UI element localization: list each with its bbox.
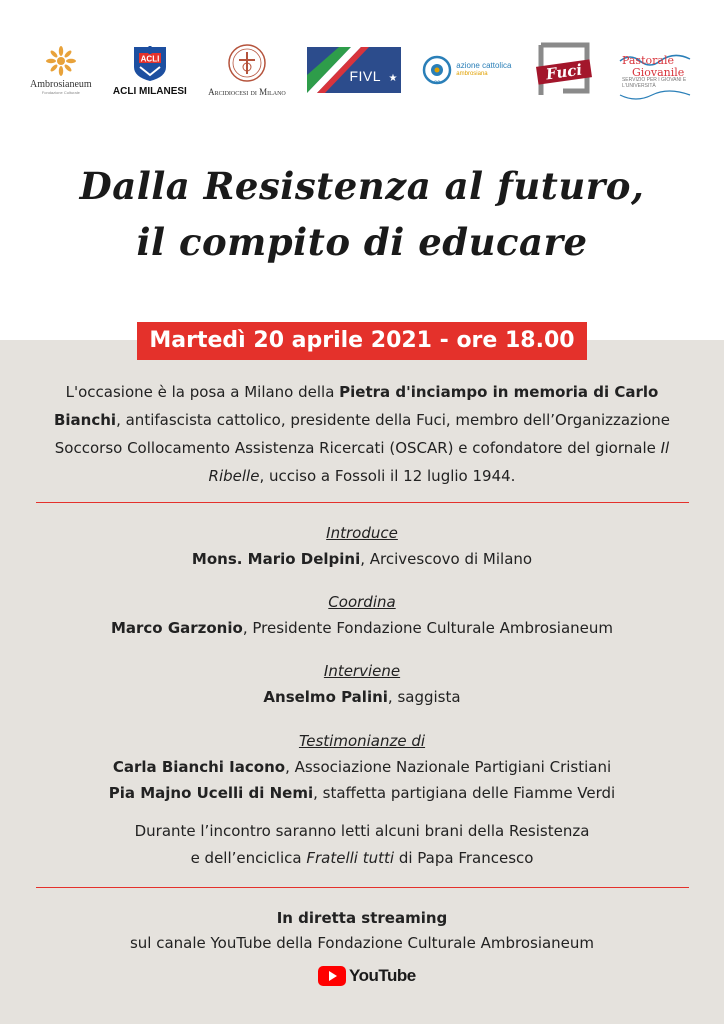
arcidiocesi-logo <box>208 38 286 102</box>
program-coordina <box>0 589 724 641</box>
intro-italic: Il Ribelle <box>208 439 670 485</box>
svg-text:★: ★ <box>388 73 398 84</box>
role-label: Introduce <box>326 524 398 542</box>
role-label: Testimonianze di <box>298 732 426 750</box>
ambrosianeum-logo <box>30 38 92 102</box>
fuci-name: Fuci <box>544 60 583 84</box>
logo-bar <box>30 38 694 102</box>
person-desc: , Presidente Fondazione Culturale Ambrosianeum <box>242 619 614 637</box>
page-title <box>0 158 724 270</box>
person-name: Carla Bianchi Iacono <box>112 758 286 776</box>
intro-bold: Pietra d'inciampo in memoria di Carlo Bianchi <box>53 383 659 429</box>
fuci-emblem-icon <box>533 41 595 99</box>
person-desc: , staffetta partigiana delle Fiamme Verdi <box>313 784 616 802</box>
person-name: Pia Majno Ucelli di Nemi <box>108 784 314 802</box>
azione-cattolica-logo <box>422 38 511 102</box>
arcidiocesi-name: Arcidiocesi di Milano <box>208 87 286 97</box>
title-line-1: Dalla Resistenza al futuro, <box>79 164 645 208</box>
person-name: Mons. Mario Delpini <box>191 550 361 568</box>
fivl-logo <box>307 38 401 102</box>
pastorale-line1: Pastorale <box>621 54 674 68</box>
person-desc: , saggista <box>387 688 461 706</box>
person-name: Anselmo Palini <box>263 688 388 706</box>
youtube-play-icon <box>318 966 346 986</box>
intro-text-2: , antifascista cattolico, presidente della Fuci, membro dell’Organizzazione Soccorso Collocamento Assistenza Ricercati (OSCAR) e cofondatore del giornale <box>54 411 671 457</box>
streaming-text: sul canale YouTube della Fondazione Culturale Ambrosianeum <box>129 934 595 952</box>
program-interviene <box>0 658 724 710</box>
acli-logo <box>113 38 187 102</box>
date-banner: Martedì 20 aprile 2021 - ore 18.00 <box>137 322 587 360</box>
youtube-logo[interactable] <box>318 966 416 986</box>
person-desc: , Associazione Nazionale Partigiani Cristiani <box>285 758 612 776</box>
pastorale-line2: Giovanile <box>631 65 685 79</box>
ac-badge: ac <box>434 80 441 85</box>
acli-emblem-icon <box>130 43 170 83</box>
youtube-wordmark: YouTube <box>349 966 416 985</box>
closing-line-2b: di Papa Francesco <box>394 849 534 867</box>
program-introduce <box>0 520 724 572</box>
intro-text-3: , ucciso a Fossoli il 12 luglio 1944. <box>259 467 516 485</box>
person-name: Marco Garzonio <box>110 619 243 637</box>
pastorale-logo <box>616 38 694 102</box>
fuci-logo <box>533 38 595 102</box>
ac-name: azione cattolica <box>456 61 512 71</box>
fivl-name: FIVL <box>349 68 382 84</box>
role-label: Interviene <box>323 662 401 680</box>
program-testimonianze <box>0 728 724 806</box>
closing-line-2a: e dell’enciclica <box>190 849 307 867</box>
divider-bottom <box>36 887 689 888</box>
role-label: Coordina <box>328 593 396 611</box>
title-line-2: il compito di educare <box>136 220 588 264</box>
ac-sub: ambrosiana <box>456 71 488 78</box>
ambrosianeum-sub: Fondazione Culturale <box>41 89 80 95</box>
divider-top <box>36 502 689 503</box>
acli-name: ACLI MILANESI <box>112 86 187 97</box>
closing-italic: Fratelli tutti <box>306 849 395 867</box>
sun-flower-icon <box>46 46 76 76</box>
pastorale-sub: SERVIZIO PER I GIOVANI E L'UNIVERSITÀ <box>621 77 687 89</box>
streaming-info <box>0 906 724 956</box>
streaming-heading: In diretta streaming <box>276 909 448 927</box>
diocese-seal-icon <box>227 43 267 83</box>
acli-badge: ACLI <box>140 54 160 64</box>
closing-note <box>40 818 684 872</box>
intro-text-1: L'occasione è la posa a Milano della <box>65 383 340 401</box>
intro-paragraph <box>40 378 684 490</box>
ambrosianeum-name: Ambrosianeum <box>30 78 92 90</box>
closing-line-1: Durante l’incontro saranno letti alcuni brani della Resistenza <box>134 822 590 840</box>
person-desc: , Arcivescovo di Milano <box>360 550 533 568</box>
azione-cattolica-icon <box>422 55 452 85</box>
